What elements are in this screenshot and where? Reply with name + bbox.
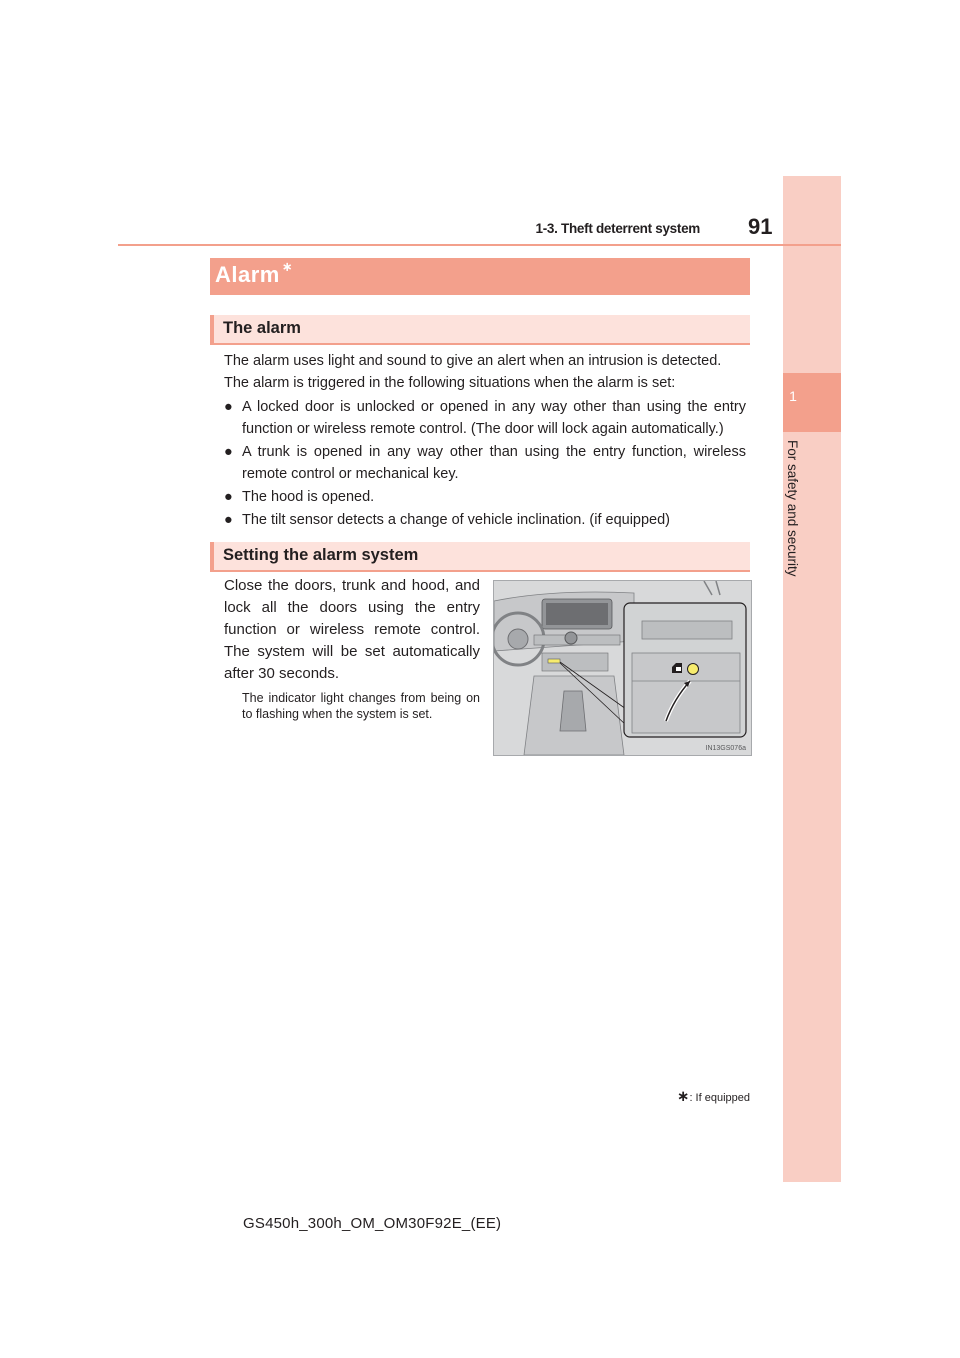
paragraph: The alarm uses light and sound to give an alert when an intrusion is detected. <box>224 353 722 369</box>
page-number: 91 <box>748 214 773 239</box>
header-rule <box>118 244 841 246</box>
indicator-light-location <box>548 659 560 663</box>
note: The indicator light changes from being on to flashing when the system is set. <box>242 691 480 721</box>
side-tab <box>783 176 841 1182</box>
bullet-icon: ● <box>224 399 233 415</box>
dashboard-illustration <box>493 580 752 756</box>
indicator-light-icon <box>688 664 699 675</box>
side-tab-label: For safety and security <box>785 440 800 577</box>
page-title: Alarm ∗ <box>215 259 294 287</box>
paragraph: The alarm is triggered in the following situations when the alarm is set: <box>224 375 676 391</box>
figure-code: IN13GS076a <box>705 745 746 752</box>
bullet-icon: ● <box>224 489 233 505</box>
footnote: ∗: If equipped <box>676 1088 750 1105</box>
bullet-icon: ● <box>224 512 233 528</box>
dashboard-drawing <box>494 581 751 755</box>
subheading-setting-alarm: Setting the alarm system <box>210 542 750 572</box>
section-title: 1-3. Theft deterrent system <box>535 221 700 236</box>
paragraph: Close the doors, trunk and hood, and lock all the doors using the entry function or wireless remote control. The system will be set automatically after 30 seconds. <box>224 577 480 682</box>
footer-doc-code: GS450h_300h_OM_OM30F92E_(EE) <box>243 1215 502 1232</box>
side-tab-number: 1 <box>789 388 797 404</box>
title-asterisk: ∗ <box>281 259 294 274</box>
bullet-icon: ● <box>224 444 233 460</box>
footnote-asterisk: ∗ <box>676 1088 690 1105</box>
subheading-the-alarm: The alarm <box>210 315 750 345</box>
